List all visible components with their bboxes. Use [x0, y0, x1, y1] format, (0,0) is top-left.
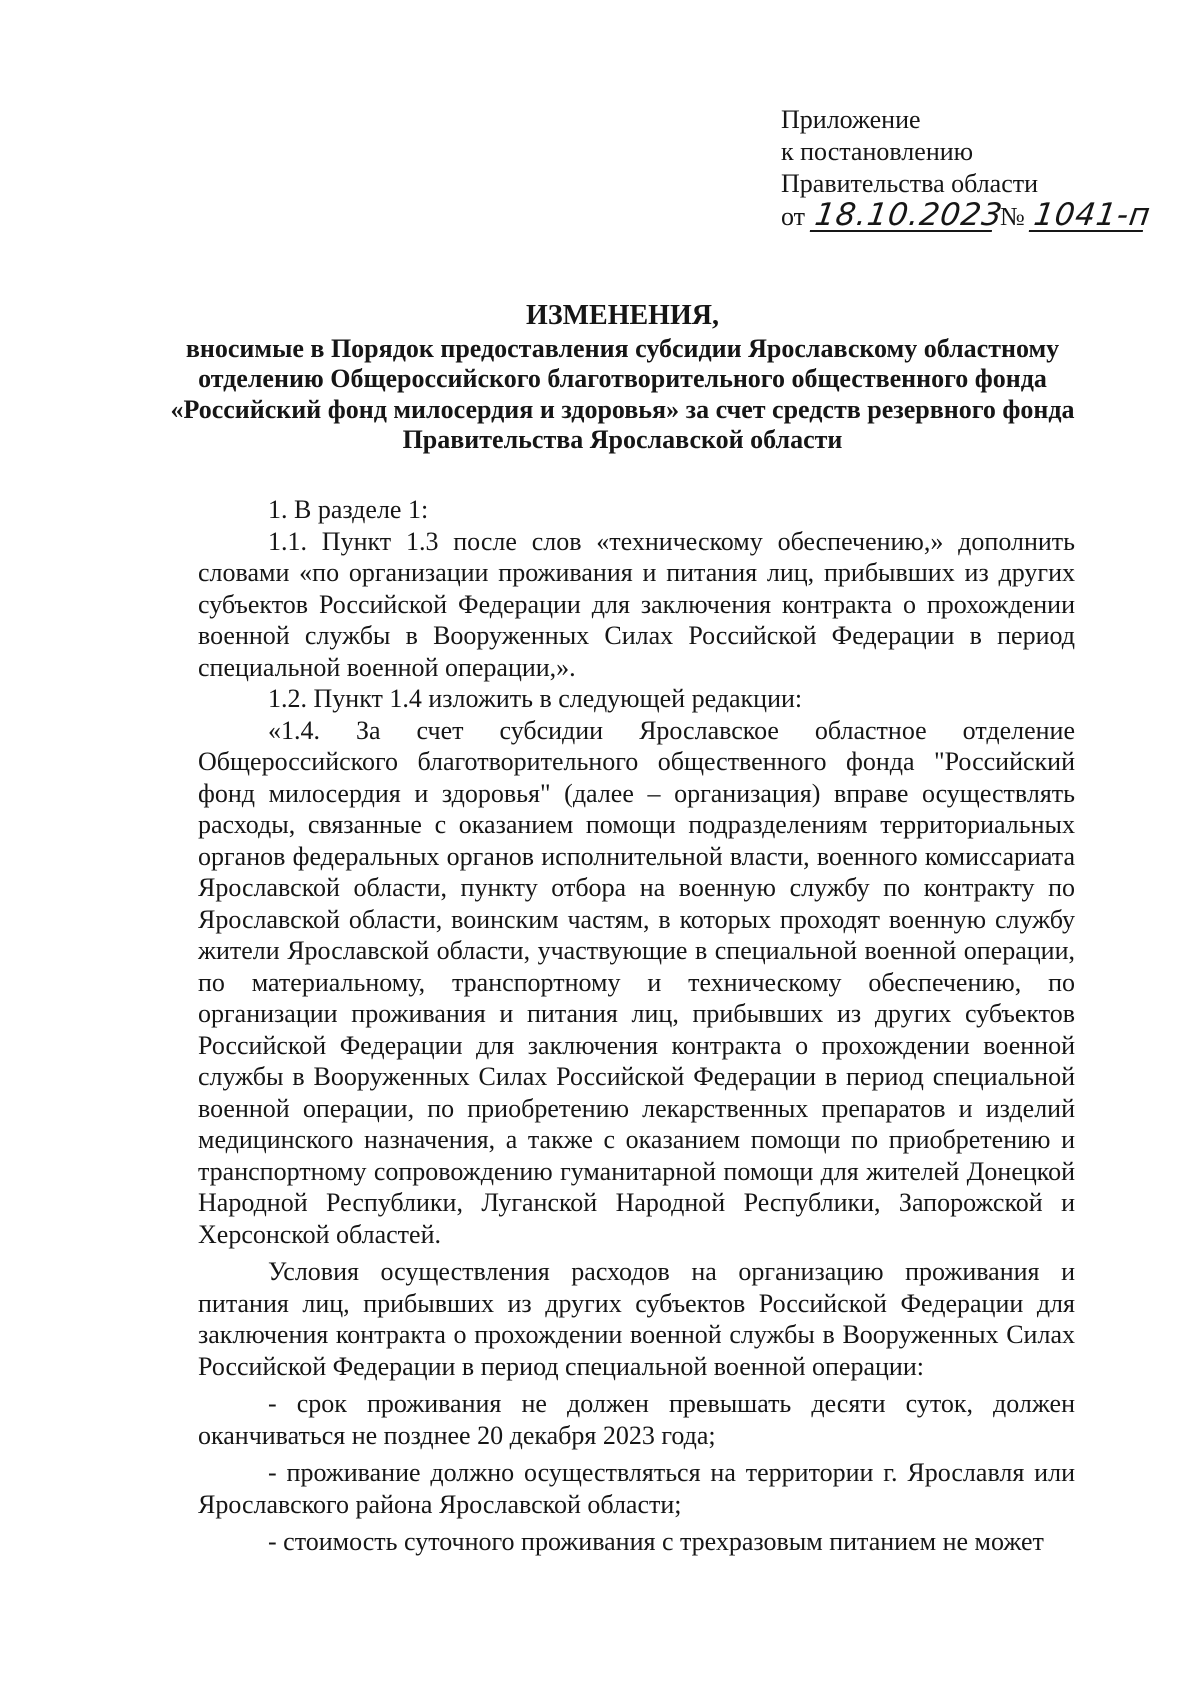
paragraph-section-1: 1. В разделе 1: [268, 495, 429, 524]
appendix-date-number-line [781, 197, 1154, 233]
appendix-label: Приложение [781, 105, 921, 134]
paragraph-conditions: Условия осуществления расходов на организацию проживания и питания лиц, прибывших из других субъектов Российской Федерации для заключения контракта о прохождении военной службы в Вооруженных Силах Российской Федерации в период специальной военной операции: [198, 1257, 1075, 1381]
handwritten-number: 1041-п [1029, 200, 1147, 232]
list-item-location: - проживание должно осуществляться на территории г. Ярославля или Ярославского района Ярославской области; [198, 1458, 1075, 1519]
list-item-term: - срок проживания не должен превышать десяти суток, должен оканчиваться не позднее 20 декабря 2023 года; [198, 1389, 1075, 1450]
appendix-resolution-ref: к постановлению [781, 137, 974, 166]
list-item-cost: - стоимость суточного проживания с трехразовым питанием не может [268, 1527, 1044, 1556]
date-prefix: от [781, 202, 806, 231]
number-sign: № [1000, 202, 1025, 231]
appendix-government-ref: Правительства области [781, 169, 1039, 198]
paragraph-item-1-1: 1.1. Пункт 1.3 после слов «техническому обеспечению,» дополнить словами «по организации проживания и питания лиц, прибывших из других субъектов Российской Федерации для заключения контракта о прохождении военной службы в Вооруженных Силах Российской Федерации в период специальной военной операции,». [198, 526, 1075, 682]
document-body [198, 494, 1075, 1558]
appendix-block [781, 104, 1154, 233]
document-title: ИЗМЕНЕНИЯ, [526, 300, 719, 331]
document-subtitle: вносимые в Порядок предоставления субсидии Ярославскому областному отделению Общероссийского благотворительного общественного фонда «Российский фонд милосердия и здоровья» за счет средств резервного фонда Правительства Ярославской области [170, 333, 1075, 454]
paragraph-item-1-4-text: «1.4. За счет субсидии Ярославское областное отделение Общероссийского благотворительного общественного фонда "Российский фонд милосердия и здоровья" (далее – организация) вправе осуществлять расходы, связанные с оказанием помощи подразделениям территориальных органов федеральных органов исполнительной власти, военного комиссариата Ярославской области, пункту отбора на военную службу по контракту по Ярославской области, воинским частям, в которых проходят военную службу жители Ярославской области, участвующие в специальной военной операции, по материальному, транспортному и техническому обеспечению, по организации проживания и питания лиц, прибывших из других субъектов Российской Федерации для заключения контракта о прохождении военной службы в Вооруженных Силах Российской Федерации в период специальной военной операции, по приобретению лекарственных препаратов и изделий медицинского назначения, а также с оказанием помощи по приобретению и транспортному сопровождению гуманитарной помощи для жителей Донецкой Народной Республики, Луганской Народной Республики, Запорожской и Херсонской областей. [198, 715, 1075, 1249]
paragraph-item-1-2: 1.2. Пункт 1.4 изложить в следующей редакции: [268, 684, 803, 713]
document-title-block [170, 301, 1075, 456]
handwritten-date: 18.10.2023 [809, 200, 995, 232]
